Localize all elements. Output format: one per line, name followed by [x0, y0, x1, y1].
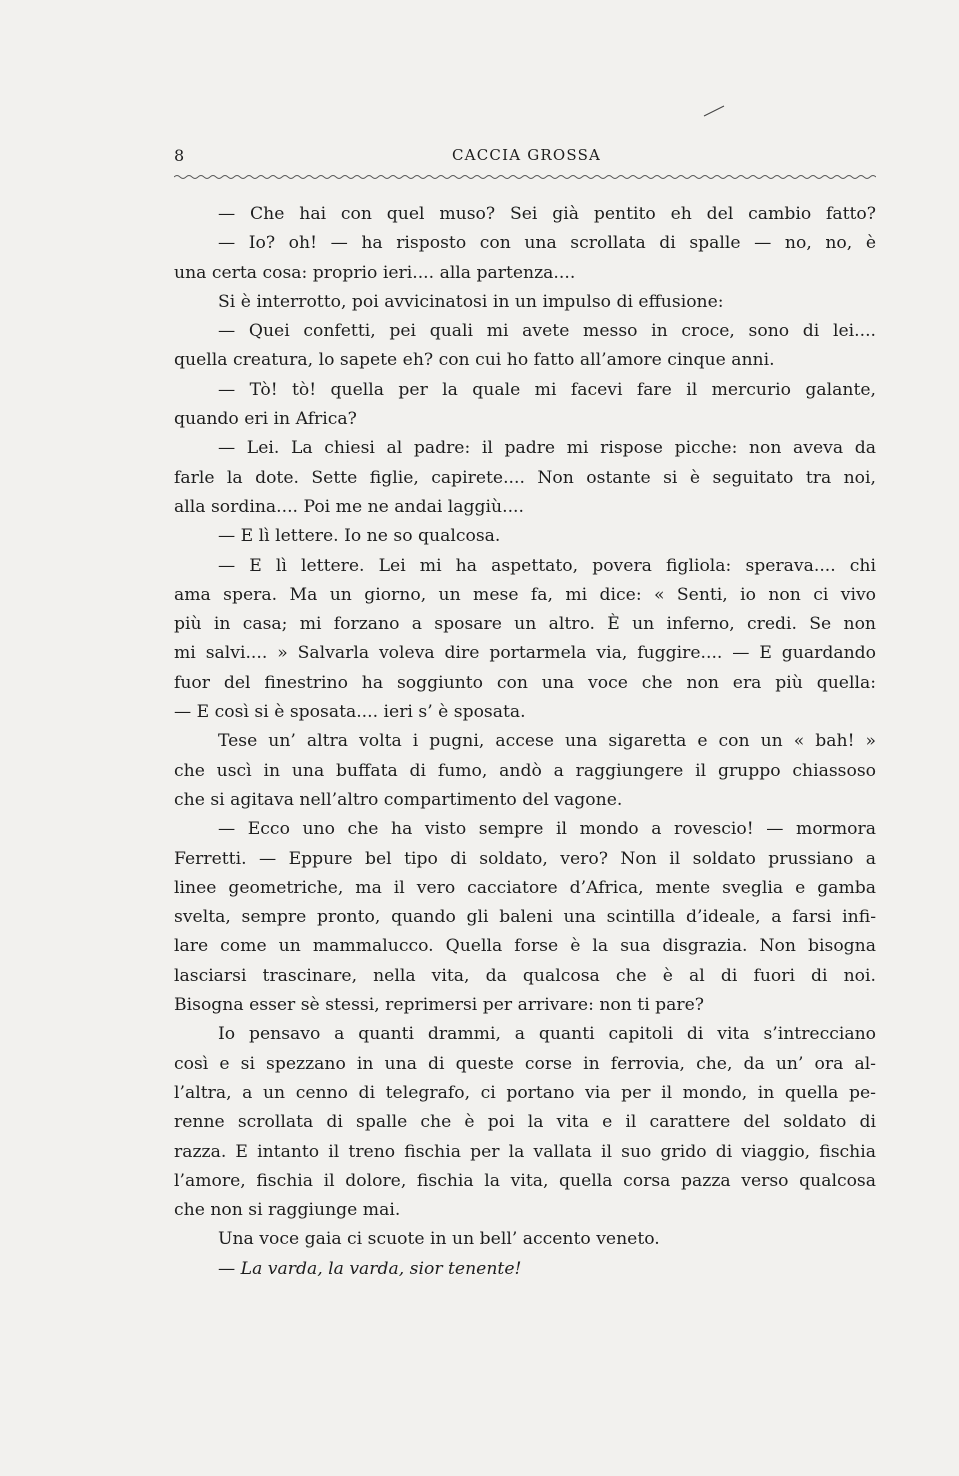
- text-line: fuor del finestrino ha soggiunto con una voce che non era più quella:: [174, 672, 876, 693]
- text-line: che non si raggiunge mai.: [174, 1200, 401, 1221]
- text-line: lasciarsi trascinare, nella vita, da qualcosa che è al di fuori di noi.: [174, 965, 876, 986]
- page-number: 8: [174, 146, 185, 165]
- text-line: Si è interrotto, poi avvicinatosi in un impulso di effusione:: [218, 291, 724, 312]
- text-line: lare come un mammalucco. Quella forse è la sua disgrazia. Non bisogna: [174, 936, 876, 957]
- header-wavy-rule: [174, 174, 876, 180]
- text-line: alla sordina.... Poi me ne andai laggiù....: [174, 496, 524, 517]
- text-line: Ferretti. — Eppure bel tipo di soldato, vero? Non il soldato prussiano a: [174, 848, 876, 869]
- text-line: — Che hai con quel muso? Sei già pentito eh del cambio fatto?: [218, 204, 876, 224]
- text-line: Bisogna esser sè stessi, reprimersi per arrivare: non ti pare?: [174, 995, 705, 1016]
- text-line: linee geometriche, ma il vero cacciatore d’Africa, mente sveglia e gamba: [174, 877, 876, 898]
- body-text: [174, 200, 876, 1284]
- running-title: CACCIA GROSSA: [452, 146, 602, 164]
- text-line: — Lei. La chiesi al padre: il padre mi rispose picche: non aveva da: [218, 438, 876, 459]
- text-line: mi salvi.... » Salvarla voleva dire portarmela via, fuggire.... — E guardando: [174, 643, 876, 664]
- text-line: — E lì lettere. Lei mi ha aspettato, povera figliola: sperava.... chi: [218, 555, 876, 576]
- text-line: che uscì in una buffata di fumo, andò a raggiungere il gruppo chiassoso: [174, 760, 876, 781]
- text-line: — Io? oh! — ha risposto con una scrollata di spalle — no, no, è: [218, 233, 876, 254]
- text-line: — Quei confetti, pei quali mi avete messo in croce, sono di lei....: [218, 321, 876, 342]
- paper-speckle: [700, 100, 730, 120]
- text-line: che si agitava nell’altro compartimento del vagone.: [174, 789, 623, 810]
- text-line: farle la dote. Sette figlie, capirete.... Non ostante si è seguitato tra noi,: [174, 467, 876, 488]
- text-line: l’altra, a un cenno di telegrafo, ci portano via per il mondo, in quella pe-: [174, 1082, 876, 1103]
- text-line: l’amore, fischia il dolore, fischia la vita, quella corsa pazza verso qualcosa: [174, 1170, 876, 1191]
- page-header: [174, 146, 876, 170]
- text-line: — E lì lettere. Io ne so qualcosa.: [218, 526, 501, 547]
- text-line: svelta, sempre pronto, quando gli baleni una scintilla d’ideale, a farsi infi-: [174, 907, 876, 928]
- text-line: Una voce gaia ci scuote in un bell’ accento veneto.: [218, 1229, 660, 1250]
- text-line: — Ecco uno che ha visto sempre il mondo a rovescio! — mormora: [218, 819, 876, 840]
- text-line: Tese un’ altra volta i pugni, accese una sigaretta e con un « bah! »: [218, 731, 876, 752]
- text-line: — E così si è sposata.... ieri s’ è sposata.: [174, 702, 526, 723]
- text-line: ama spera. Ma un giorno, un mese fa, mi dice: « Senti, io non ci vivo: [174, 584, 876, 605]
- text-line: razza. E intanto il treno fischia per la vallata il suo grido di viaggio, fischia: [174, 1141, 876, 1162]
- text-line: — Tò! tò! quella per la quale mi facevi fare il mercurio galante,: [218, 379, 876, 400]
- text-line: quella creatura, lo sapete eh? con cui ho fatto all’amore cinque anni.: [174, 350, 775, 371]
- text-line: renne scrollata di spalle che è poi la vita e il carattere del soldato di: [174, 1112, 876, 1133]
- text-line: una certa cosa: proprio ieri.... alla partenza....: [174, 262, 576, 283]
- text-line: così e si spezzano in una di queste corse in ferrovia, che, da un’ ora al-: [174, 1053, 876, 1074]
- text-line: quando eri in Africa?: [174, 409, 357, 430]
- text-line: — La varda, la varda, sior tenente!: [218, 1258, 522, 1279]
- text-line: Io pensavo a quanti drammi, a quanti capitoli di vita s’intrecciano: [218, 1024, 876, 1045]
- text-line: più in casa; mi forzano a sposare un altro. È un inferno, credi. Se non: [174, 614, 876, 635]
